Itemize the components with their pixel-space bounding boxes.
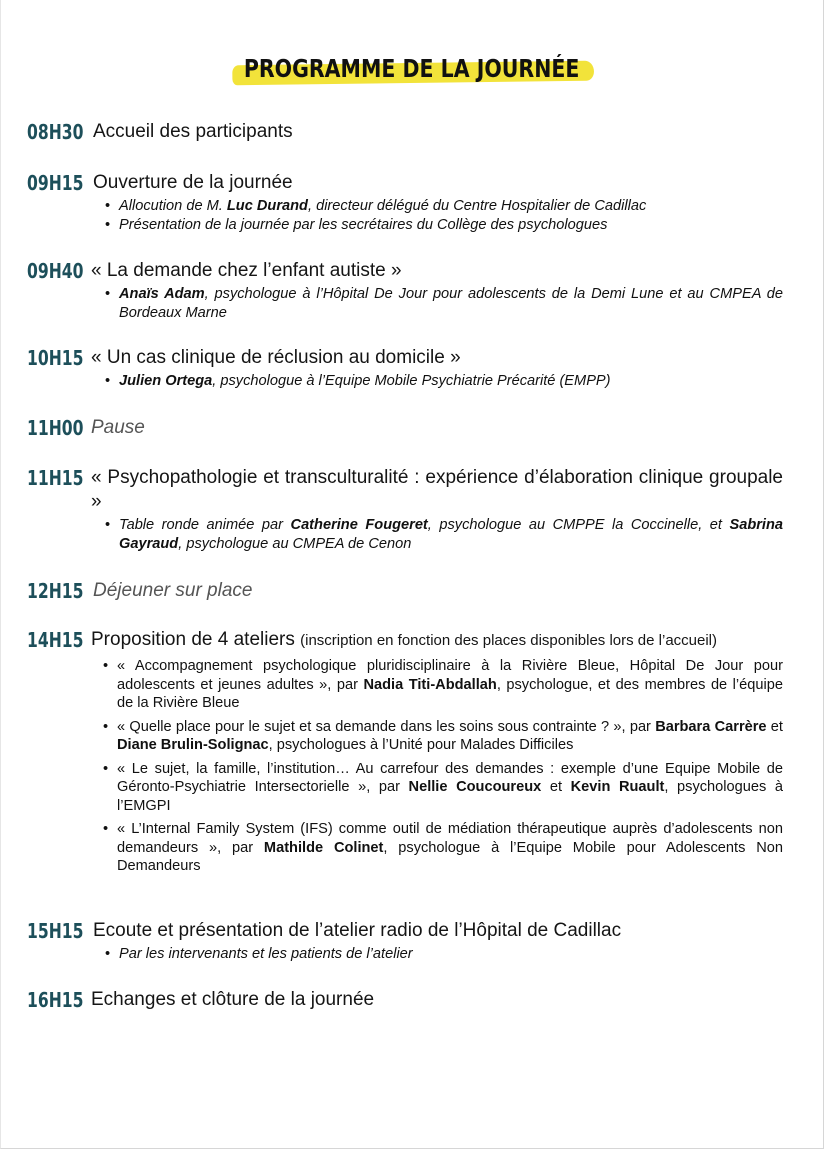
list-item: • « L’Internal Family System (IFS) comme outil de médiation thérapeutique auprès d’adolescents non demandeurs », par Mathilde Colinet, psychologue à l’Equipe Mobile pour Adolescents Non Demandeurs bbox=[103, 820, 783, 876]
slot-heading: Déjeuner sur place bbox=[93, 580, 253, 601]
list-item: • « Le sujet, la famille, l’institution… Au carrefour des demandes : exemple d’une Equipe Mobile de Géronto-Psychiatrie Intersectorielle », par Nellie Coucoureux et Kevin Ruault, psychologues à l’EMGPI bbox=[103, 760, 783, 816]
slot-1515 bbox=[27, 919, 783, 964]
speaker-name: Anaïs Adam bbox=[119, 286, 205, 302]
speaker-name: Barbara Carrère bbox=[655, 718, 767, 735]
list-item: • Anaïs Adam, psychologue à l’Hôpital De Jour pour adolescents de la Demi Lune et au CMPEA de Bordeaux Marne bbox=[105, 285, 783, 322]
slot-1215 bbox=[27, 579, 783, 603]
slot-time: 11H00 bbox=[27, 416, 84, 440]
title-wrap bbox=[1, 50, 823, 85]
slot-time: 15H15 bbox=[27, 919, 84, 943]
slot-time: 09H15 bbox=[27, 171, 84, 195]
slot-0915 bbox=[27, 171, 783, 234]
slot-bullets bbox=[105, 945, 783, 964]
slot-heading: Echanges et clôture de la journée bbox=[91, 989, 375, 1010]
slot-heading: « Un cas clinique de réclusion au domicile » bbox=[91, 347, 461, 368]
slot-time: 12H15 bbox=[27, 579, 84, 603]
slot-0830 bbox=[27, 120, 783, 144]
slot-heading: « Psychopathologie et transculturalité : expérience d’élaboration clinique groupale » bbox=[91, 467, 783, 512]
list-item: • Par les intervenants et les patients de l’atelier bbox=[105, 945, 783, 964]
slot-heading: Pause bbox=[91, 417, 145, 438]
slot-bullets bbox=[105, 197, 783, 234]
slot-1615 bbox=[27, 988, 783, 1012]
slot-1415 bbox=[27, 628, 783, 881]
slot-1115 bbox=[27, 466, 783, 553]
slot-1100 bbox=[27, 416, 783, 440]
slot-heading: Proposition de 4 ateliers (inscription en fonction des places disponibles lors de l’accueil) bbox=[91, 629, 718, 650]
speaker-name: Kevin Ruault bbox=[570, 779, 665, 795]
speaker-name: Julien Ortega bbox=[119, 373, 213, 389]
page-title: PROGRAMME DE LA JOURNÉE bbox=[236, 50, 588, 85]
slot-time: 16H15 bbox=[27, 988, 84, 1012]
workshop-list bbox=[103, 657, 783, 876]
slot-bullets bbox=[105, 372, 783, 391]
slot-bullets bbox=[105, 285, 783, 322]
list-item: • Présentation de la journée par les secrétaires du Collège des psychologues bbox=[105, 216, 783, 235]
slot-bullets bbox=[105, 516, 783, 553]
slot-heading: Accueil des participants bbox=[93, 121, 293, 142]
speaker-name: Catherine Fougeret bbox=[290, 517, 428, 533]
list-item: • Allocution de M. Luc Durand, directeur délégué du Centre Hospitalier de Cadillac bbox=[105, 197, 783, 216]
slot-time: 11H15 bbox=[27, 466, 84, 490]
slot-heading: Ouverture de la journée bbox=[93, 172, 293, 193]
slot-0940 bbox=[27, 259, 783, 322]
list-item: • Table ronde animée par Catherine Fougeret, psychologue au CMPPE la Coccinelle, et Sabrina Gayraud, psychologue au CMPEA de Cenon bbox=[105, 516, 783, 553]
speaker-name: Luc Durand bbox=[226, 198, 308, 214]
speaker-name: Mathilde Colinet bbox=[263, 839, 384, 856]
slot-time: 09H40 bbox=[27, 259, 84, 283]
slot-heading: Ecoute et présentation de l’atelier radio de l’Hôpital de Cadillac bbox=[93, 920, 622, 941]
slot-1015 bbox=[27, 346, 783, 391]
list-item: • Julien Ortega, psychologue à l’Equipe Mobile Psychiatrie Précarité (EMPP) bbox=[105, 372, 783, 391]
slot-time: 08H30 bbox=[27, 120, 84, 144]
speaker-name: Diane Brulin-Solignac bbox=[117, 737, 269, 753]
slot-time: 14H15 bbox=[27, 628, 84, 652]
slot-note: (inscription en fonction des places disponibles lors de l’accueil) bbox=[300, 632, 718, 649]
list-item: • « Quelle place pour le sujet et sa demande dans les soins sous contrainte ? », par Barbara Carrère et Diane Brulin-Solignac, psychologues à l’Unité pour Malades Difficiles bbox=[103, 718, 783, 755]
slot-heading: « La demande chez l’enfant autiste » bbox=[91, 260, 402, 281]
slot-time: 10H15 bbox=[27, 346, 84, 370]
speaker-name: Sabrina Gayraud bbox=[119, 517, 783, 552]
list-item: • « Accompagnement psychologique pluridisciplinaire à la Rivière Bleue, Hôpital De Jour pour adolescents et jeunes adultes », par Nadia Titi-Abdallah, psychologue, et des membres de l’équipe de la Rivière Bleue bbox=[103, 657, 783, 713]
speaker-name: Nellie Coucoureux bbox=[408, 779, 542, 795]
speaker-name: Nadia Titi-Abdallah bbox=[363, 676, 497, 693]
